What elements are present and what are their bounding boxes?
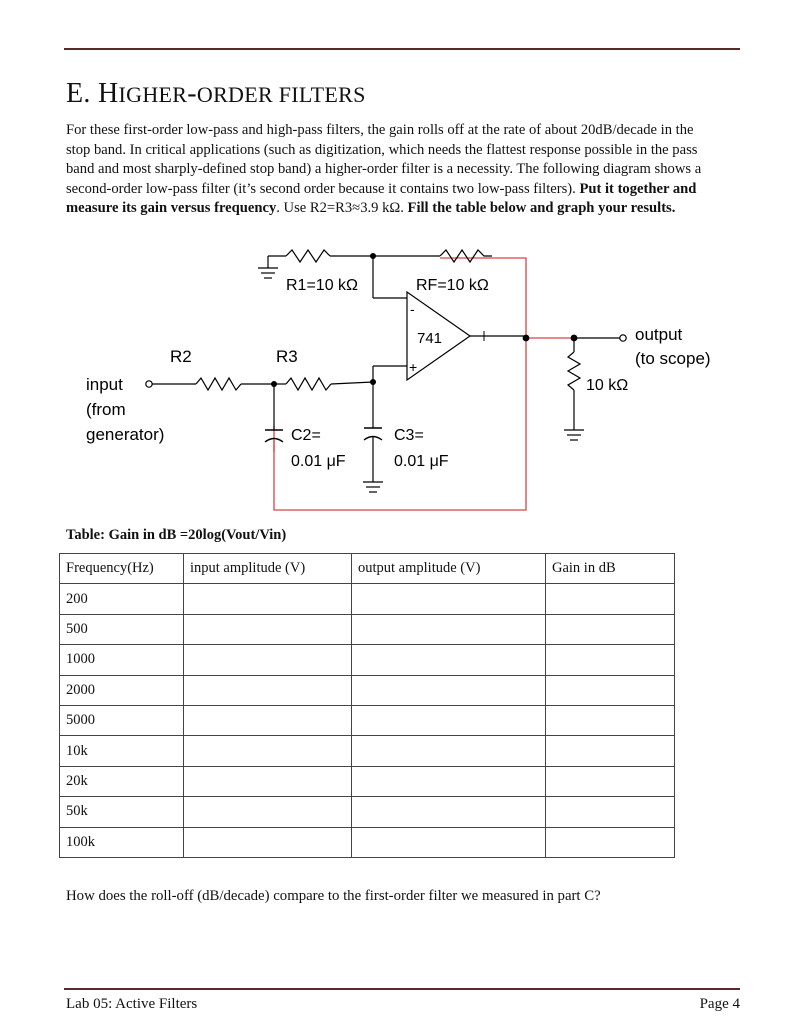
gain-cell[interactable] bbox=[546, 675, 675, 705]
filter-circuit-diagram bbox=[60, 238, 740, 524]
r2-resistor bbox=[196, 378, 241, 390]
gain-cell[interactable] bbox=[546, 705, 675, 735]
output-amplitude-cell[interactable] bbox=[352, 797, 546, 827]
table-row bbox=[60, 705, 675, 735]
opamp-plus: + bbox=[409, 359, 418, 375]
output-amplitude-cell[interactable] bbox=[352, 614, 546, 644]
table-row bbox=[60, 614, 675, 644]
r1-resistor bbox=[286, 250, 330, 262]
output-amplitude-cell[interactable] bbox=[352, 766, 546, 796]
output-amplitude-cell[interactable] bbox=[352, 736, 546, 766]
output-terminal bbox=[620, 335, 626, 341]
rolloff-question: How does the roll-off (dB/decade) compare to the first-order filter we measured in part C? bbox=[66, 888, 601, 904]
output-amplitude-cell[interactable] bbox=[352, 675, 546, 705]
input-label-line3: generator) bbox=[86, 425, 165, 444]
intro-text: For these first-order low-pass and high-pass filters, the gain rolls off at the rate of about 20dB/decade in the stop band. In critical applications (such as digitization, which needs the flattest response possible in the pass band and most sharply-defined stop band) a higher-order filter is a necessity. The following diagram shows a second-order low-pass filter (it’s second order because it contains two low-pass filters). bbox=[66, 122, 702, 197]
frequency-cell: 200 bbox=[60, 584, 184, 614]
input-label-line2: (from bbox=[86, 400, 126, 419]
output-amplitude-cell[interactable] bbox=[352, 584, 546, 614]
r2-label: R2 bbox=[170, 347, 192, 366]
input-label-line1: input bbox=[86, 375, 123, 394]
frequency-cell: 10k bbox=[60, 736, 184, 766]
header-rule bbox=[64, 48, 740, 50]
frequency-cell: 20k bbox=[60, 766, 184, 796]
input-amplitude-cell[interactable] bbox=[184, 675, 352, 705]
input-amplitude-cell[interactable] bbox=[184, 584, 352, 614]
load-ground-symbol bbox=[564, 430, 584, 440]
c2-label-line1: C2= bbox=[291, 427, 321, 444]
red-wires bbox=[274, 258, 574, 510]
c3-ground-symbol bbox=[363, 482, 383, 492]
input-amplitude-cell[interactable] bbox=[184, 645, 352, 675]
c3-label-line1: C3= bbox=[394, 427, 424, 444]
gain-cell[interactable] bbox=[546, 645, 675, 675]
footer-page-number: Page 4 bbox=[699, 996, 740, 1012]
input-amplitude-cell[interactable] bbox=[184, 797, 352, 827]
gain-cell[interactable] bbox=[546, 827, 675, 857]
intro-resistor-note: . Use R2=R3≈3.9 kΩ. bbox=[276, 200, 408, 217]
gain-cell[interactable] bbox=[546, 584, 675, 614]
input-amplitude-cell[interactable] bbox=[184, 766, 352, 796]
input-amplitude-cell[interactable] bbox=[184, 614, 352, 644]
r3-label: R3 bbox=[276, 347, 298, 366]
c2-label-line2: 0.01 μF bbox=[291, 453, 346, 470]
footer-rule bbox=[64, 988, 740, 990]
frequency-cell: 500 bbox=[60, 614, 184, 644]
gain-cell[interactable] bbox=[546, 797, 675, 827]
output-label-line1: output bbox=[635, 325, 683, 344]
section-title: E. HIGHER-ORDER FILTERS bbox=[66, 78, 366, 109]
frequency-cell: 100k bbox=[60, 827, 184, 857]
table-row bbox=[60, 584, 675, 614]
output-amplitude-cell[interactable] bbox=[352, 705, 546, 735]
table-row bbox=[60, 645, 675, 675]
intro-bold-instruction: Put it together and measure its gain versus frequency bbox=[66, 180, 697, 217]
table-header-row bbox=[60, 554, 675, 584]
output-label-line2: (to scope) bbox=[635, 349, 711, 368]
frequency-cell: 1000 bbox=[60, 645, 184, 675]
frequency-cell: 5000 bbox=[60, 705, 184, 735]
table-caption: Table: Gain in dB =20log(Vout/Vin) bbox=[66, 527, 287, 543]
input-amplitude-cell[interactable] bbox=[184, 736, 352, 766]
intro-fill-instruction: Fill the table below and graph your results. bbox=[407, 200, 676, 217]
opamp-label: 741 bbox=[417, 330, 443, 347]
c3-label-line2: 0.01 μF bbox=[394, 453, 449, 470]
output-amplitude-cell[interactable] bbox=[352, 645, 546, 675]
header-input-amplitude: input amplitude (V) bbox=[184, 554, 352, 584]
table-row bbox=[60, 827, 675, 857]
footer-lab-title: Lab 05: Active Filters bbox=[66, 996, 198, 1012]
load-resistor bbox=[568, 352, 580, 390]
intro-paragraph bbox=[66, 121, 716, 219]
input-amplitude-cell[interactable] bbox=[184, 827, 352, 857]
table-row bbox=[60, 797, 675, 827]
rf-resistor bbox=[440, 250, 492, 262]
output-amplitude-cell[interactable] bbox=[352, 827, 546, 857]
input-amplitude-cell[interactable] bbox=[184, 705, 352, 735]
gain-cell[interactable] bbox=[546, 736, 675, 766]
table-row bbox=[60, 675, 675, 705]
r1-label: R1=10 kΩ bbox=[286, 277, 358, 294]
header-output-amplitude: output amplitude (V) bbox=[352, 554, 546, 584]
frequency-cell: 2000 bbox=[60, 675, 184, 705]
output-node bbox=[523, 335, 530, 342]
r1-ground-symbol bbox=[258, 256, 278, 278]
load-resistor-label: 10 kΩ bbox=[586, 377, 629, 394]
table-row bbox=[60, 766, 675, 796]
frequency-cell: 50k bbox=[60, 797, 184, 827]
gain-table bbox=[59, 553, 675, 858]
opamp-minus: - bbox=[410, 301, 415, 317]
gain-cell[interactable] bbox=[546, 766, 675, 796]
header-frequency: Frequency(Hz) bbox=[60, 554, 184, 584]
r3-resistor bbox=[286, 378, 331, 390]
gain-cell[interactable] bbox=[546, 614, 675, 644]
input-terminal bbox=[146, 381, 152, 387]
table-row bbox=[60, 736, 675, 766]
rf-label: RF=10 kΩ bbox=[416, 277, 489, 294]
header-gain: Gain in dB bbox=[546, 554, 675, 584]
